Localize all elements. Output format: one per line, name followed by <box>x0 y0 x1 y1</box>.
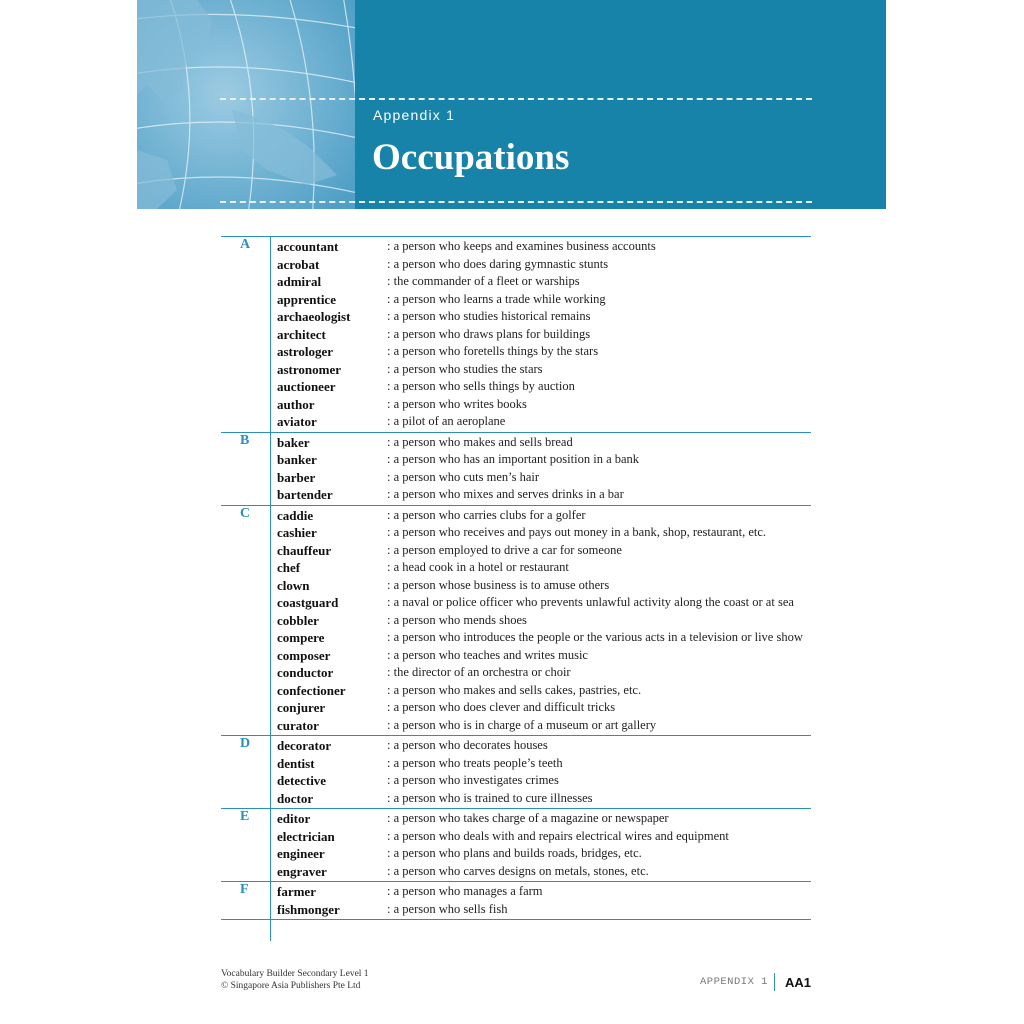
section-f <box>221 881 811 920</box>
occupation-word: composer <box>277 647 331 663</box>
occupation-word: chef <box>277 560 301 575</box>
section-letter: F <box>240 882 249 897</box>
occupation-definition: : a person who carves designs on metals, stones, etc. <box>387 863 649 878</box>
entry-row <box>221 682 811 700</box>
occupation-word: bartender <box>277 487 333 502</box>
entry-row <box>221 901 811 919</box>
entry-row <box>221 863 811 881</box>
occupations-table <box>221 236 811 920</box>
occupation-definition: : a person who receives and pays out money in a bank, shop, restaurant, etc. <box>387 525 767 539</box>
occupation-word: doctor <box>277 790 314 806</box>
occupation-definition: : the director of an orchestra or choir <box>387 665 571 679</box>
occupation-word: dentist <box>277 755 315 771</box>
occupation-word: accountant <box>277 239 339 254</box>
occupation-word: banker <box>277 452 317 467</box>
occupation-definition: : a person who has an important position in a bank <box>387 452 640 466</box>
occupation-word: editor <box>277 811 311 826</box>
occupation-word: acrobat <box>277 256 320 272</box>
occupation-definition: : a person who deals with and repairs electrical wires and equipment <box>387 828 729 843</box>
occupation-definition: : a person who sells fish <box>387 901 508 916</box>
entry-row <box>221 559 811 577</box>
occupation-definition: : a person who cuts men’s hair <box>387 469 540 484</box>
occupation-definition: : a person who mends shoes <box>387 612 527 627</box>
occupation-word: decorator <box>277 738 332 753</box>
bottom-dashed-rule <box>220 201 812 203</box>
entry-row <box>221 647 811 665</box>
occupation-definition: : a person who is trained to cure illnesses <box>387 790 593 805</box>
section-b <box>221 432 811 505</box>
occupation-definition: : a person who keeps and examines business accounts <box>387 239 656 253</box>
entry-row <box>221 396 811 414</box>
entry-row <box>221 699 811 717</box>
occupation-definition: : a person who does daring gymnastic stunts <box>387 256 609 271</box>
occupation-word: barber <box>277 469 316 485</box>
header-banner <box>137 0 886 209</box>
occupation-word: apprentice <box>277 291 336 307</box>
entry-row <box>221 378 811 396</box>
section-e <box>221 808 811 881</box>
page-title: Occupations <box>372 137 570 178</box>
occupation-definition: : a person who studies historical remains <box>387 309 591 323</box>
occupation-definition: : a person who makes and sells bread <box>387 434 573 449</box>
occupation-word: coastguard <box>277 595 339 610</box>
occupation-word: engineer <box>277 846 325 861</box>
entry-row <box>221 612 811 630</box>
occupation-definition: : a person who decorates houses <box>387 738 548 752</box>
occupation-word: confectioner <box>277 682 346 698</box>
entry-row <box>221 629 811 647</box>
occupation-definition: : a person who mixes and serves drinks in a bar <box>387 487 624 501</box>
entry-row <box>221 486 811 504</box>
entry-row <box>221 238 811 256</box>
occupation-definition: : a head cook in a hotel or restaurant <box>387 560 569 574</box>
occupation-definition: : a pilot of an aeroplane <box>387 414 506 428</box>
entry-row <box>221 717 811 735</box>
occupation-definition: : a person who introduces the people or the various acts in a television or live show <box>387 630 803 644</box>
section-a <box>221 236 811 432</box>
occupation-word: architect <box>277 326 326 342</box>
occupation-word: engraver <box>277 863 327 879</box>
appendix-label: Appendix 1 <box>373 107 456 123</box>
entry-row <box>221 434 811 452</box>
occupation-definition: : a person who treats people’s teeth <box>387 755 563 770</box>
entry-row <box>221 594 811 612</box>
occupation-definition: : a person whose business is to amuse others <box>387 577 610 592</box>
page-number: AA1 <box>784 974 811 990</box>
section-letter: D <box>240 736 251 751</box>
occupation-word: author <box>277 396 315 412</box>
occupation-word: conductor <box>277 665 334 680</box>
entry-row <box>221 828 811 846</box>
section-c <box>221 505 811 736</box>
occupation-definition: : a person who writes books <box>387 396 527 411</box>
top-dashed-rule <box>220 98 812 100</box>
entry-row <box>221 273 811 291</box>
entry-row <box>221 772 811 790</box>
occupation-definition: : the commander of a fleet or warships <box>387 274 580 288</box>
section-letter: B <box>240 432 250 448</box>
entry-row <box>221 755 811 773</box>
section-d <box>221 735 811 808</box>
occupation-definition: : a person who teaches and writes music <box>387 647 588 662</box>
entry-row <box>221 343 811 361</box>
occupation-definition: : a person who learns a trade while working <box>387 291 606 306</box>
entry-row <box>221 524 811 542</box>
occupation-definition: : a person who makes and sells cakes, pastries, etc. <box>387 682 642 697</box>
entry-row <box>221 790 811 808</box>
section-letter: C <box>240 505 251 521</box>
occupation-word: baker <box>277 434 310 450</box>
occupation-definition: : a person employed to drive a car for someone <box>387 542 622 557</box>
occupation-definition: : a person who plans and builds roads, bridges, etc. <box>387 846 642 860</box>
occupation-definition: : a person who investigates crimes <box>387 773 559 787</box>
occupation-word: astrologer <box>277 344 334 359</box>
occupation-word: cashier <box>277 525 317 540</box>
footer-divider <box>774 973 775 991</box>
entry-row <box>221 664 811 682</box>
entry-row <box>221 737 811 755</box>
footer-page-info <box>700 973 811 991</box>
occupation-word: farmer <box>277 884 316 899</box>
entry-row <box>221 507 811 525</box>
entry-row <box>221 577 811 595</box>
occupation-definition: : a person who takes charge of a magazine or newspaper <box>387 811 669 825</box>
occupation-word: caddie <box>277 507 314 523</box>
entry-row <box>221 326 811 344</box>
occupation-word: compere <box>277 630 325 645</box>
entry-row <box>221 451 811 469</box>
entry-row <box>221 845 811 863</box>
entry-row <box>221 413 811 431</box>
entry-row <box>221 308 811 326</box>
occupation-word: chauffeur <box>277 542 332 558</box>
occupation-word: archaeologist <box>277 309 351 324</box>
occupation-word: auctioneer <box>277 379 336 394</box>
occupation-word: electrician <box>277 828 335 844</box>
entry-row <box>221 810 811 828</box>
entry-row <box>221 256 811 274</box>
occupation-word: curator <box>277 717 319 733</box>
occupation-word: clown <box>277 577 310 593</box>
appendix-tag: APPENDIX 1 <box>699 976 768 988</box>
occupation-definition: : a person who sells things by auction <box>387 379 575 393</box>
entry-row <box>221 291 811 309</box>
occupation-definition: : a person who studies the stars <box>387 361 543 376</box>
occupation-word: fishmonger <box>277 901 340 917</box>
copyright: © Singapore Asia Publishers Pte Ltd <box>221 981 361 991</box>
occupation-definition: : a person who manages a farm <box>387 884 543 898</box>
entry-row <box>221 883 811 901</box>
footer-credits <box>221 968 369 992</box>
occupation-definition: : a person who foretells things by the stars <box>387 344 599 358</box>
book-title: Vocabulary Builder Secondary Level 1 <box>221 969 369 979</box>
occupation-word: detective <box>277 773 327 788</box>
entry-row <box>221 469 811 487</box>
occupation-definition: : a naval or police officer who prevents unlawful activity along the coast or at sea <box>387 595 794 609</box>
entry-row <box>221 542 811 560</box>
occupation-word: cobbler <box>277 612 319 628</box>
section-letter: E <box>240 809 250 824</box>
occupation-definition: : a person who carries clubs for a golfer <box>387 507 586 522</box>
globe-icon <box>137 0 355 209</box>
occupation-word: aviator <box>277 414 317 429</box>
section-letter: A <box>240 237 251 252</box>
occupation-word: admiral <box>277 274 322 289</box>
globe-image <box>137 0 355 209</box>
occupation-definition: : a person who is in charge of a museum or art gallery <box>387 717 657 732</box>
occupation-definition: : a person who does clever and difficult tricks <box>387 700 616 714</box>
occupation-word: conjurer <box>277 700 326 715</box>
occupation-definition: : a person who draws plans for buildings <box>387 326 591 341</box>
occupation-word: astronomer <box>277 361 342 377</box>
entry-row <box>221 361 811 379</box>
